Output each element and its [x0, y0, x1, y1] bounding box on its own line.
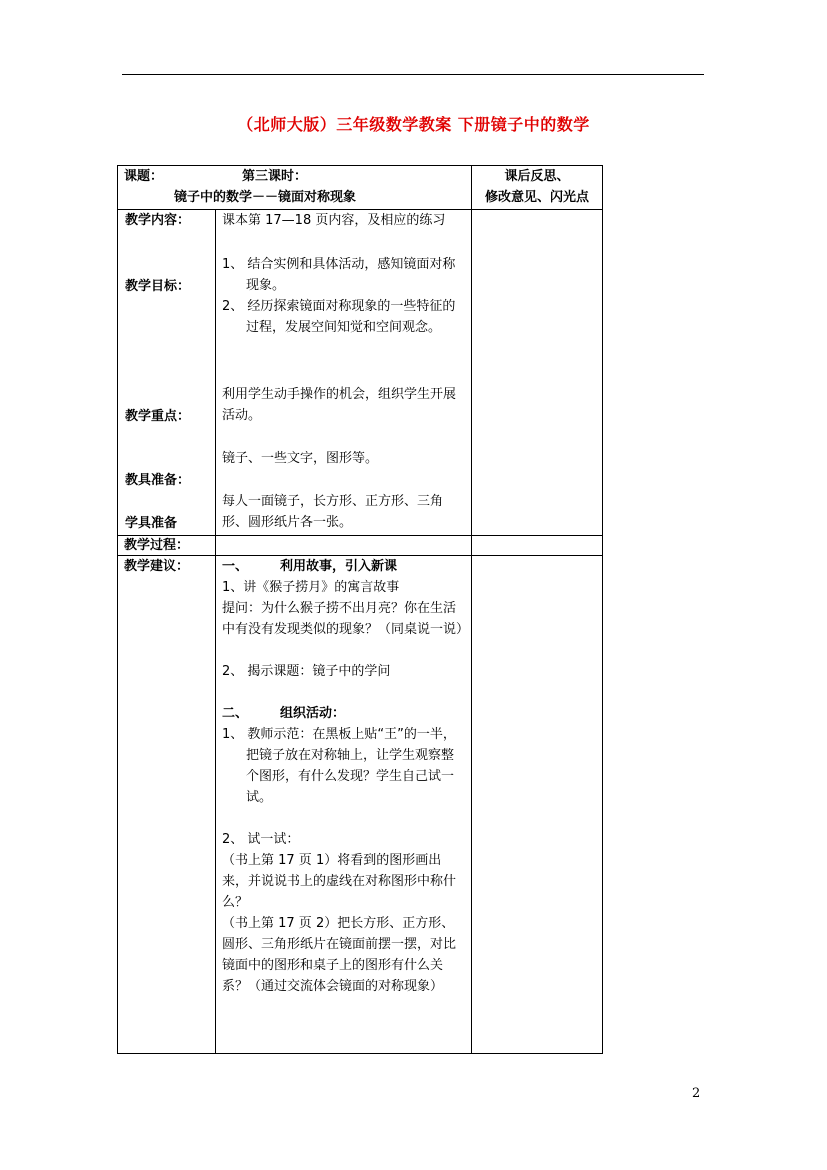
header-rule: [122, 74, 704, 75]
s2-paragraph-1: （书上第 17 页 1）将看到的图形画出来，并说说书上的虚线在对称图形中称什么？: [222, 853, 457, 910]
student-tools-text: 每人一面镜子，长方形、正方形、三角形、圆形纸片各一张。: [222, 494, 444, 530]
section-1-heading: [222, 556, 465, 577]
main-content-cell: [216, 210, 472, 536]
lesson-number: 第三课时：: [242, 169, 308, 184]
s1-question: 提问：为什么猴子捞不出月亮？你在生活中有没有发现类似的现象？（同桌说一说）: [222, 601, 470, 637]
s2-item-1: 1、 教师示范：在黑板上贴“王”的一半，把镜子放在对称轴上，让学生观察整个图形，有什么发现？学生自己试一试。: [222, 727, 456, 805]
s1-item-2: 2、 揭示课题：镜子中的学问: [222, 664, 391, 679]
label-key-points: 教学重点：: [125, 409, 191, 424]
s2-paragraph-2: （书上第 17 页 2）把长方形、正方形、圆形、三角形纸片在镜面前摆一摆，对比镜面中的图形和桌子上的图形有什么关系？（通过交流体会镜面的对称现象）: [222, 916, 457, 994]
label-student-tools: 学具准备: [125, 516, 178, 531]
label-teacher-tools: 教具准备：: [125, 473, 191, 488]
label-suggestions: 教学建议：: [118, 556, 216, 1054]
section-2-heading: [222, 703, 465, 724]
s1-item-1: 1、讲《猴子捞月》的寓言故事: [222, 580, 400, 595]
lesson-plan-table: [117, 165, 603, 1054]
topic-label: 课题：: [124, 169, 164, 184]
suggestions-content-cell: [216, 556, 472, 1054]
document-title: （北师大版）三年级数学教案 下册镜子中的数学: [237, 115, 590, 134]
suggestions-row: [118, 556, 603, 1054]
reflection-header-cell: [472, 166, 603, 210]
labels-cell: [118, 210, 216, 536]
content-text: 课本第 17—18 页内容，及相应的练习: [222, 213, 446, 228]
section-2-title: 组织活动：: [280, 706, 346, 721]
main-info-row: [118, 210, 603, 536]
goal-item-1: 1、 结合实例和具体活动，感知镜面对称现象。: [222, 257, 456, 293]
section-1-number: 一、: [222, 559, 249, 574]
label-content: 教学内容：: [125, 213, 191, 228]
teacher-tools-text: 镜子、一些文字，图形等。: [222, 451, 379, 466]
section-1-title: 利用故事，引入新课: [280, 559, 398, 574]
process-content-cell: [216, 536, 472, 556]
goal-item-2: 2、 经历探索镜面对称现象的一些特征的过程，发展空间知觉和空间观念。: [222, 299, 456, 335]
reflection-header-line1: 课后反思、: [504, 169, 570, 184]
page-number: 2: [692, 1086, 701, 1101]
process-row: [118, 536, 603, 556]
reflection-cell-main: [472, 210, 603, 536]
reflection-header-line2: 修改意见、闪光点: [485, 190, 590, 205]
reflection-cell-process: [472, 536, 603, 556]
section-2-number: 二、: [222, 706, 249, 721]
reflection-cell-suggestions: [472, 556, 603, 1054]
lesson-title: 镜子中的数学－－镜面对称现象: [174, 190, 357, 205]
s2-item-2: 2、 试一试：: [222, 832, 300, 847]
label-goals: 教学目标：: [125, 279, 191, 294]
table-header-row: [118, 166, 603, 210]
key-point-text: 利用学生动手操作的机会，组织学生开展活动。: [222, 387, 457, 423]
topic-cell: [118, 166, 472, 210]
label-process: 教学过程：: [118, 536, 216, 556]
